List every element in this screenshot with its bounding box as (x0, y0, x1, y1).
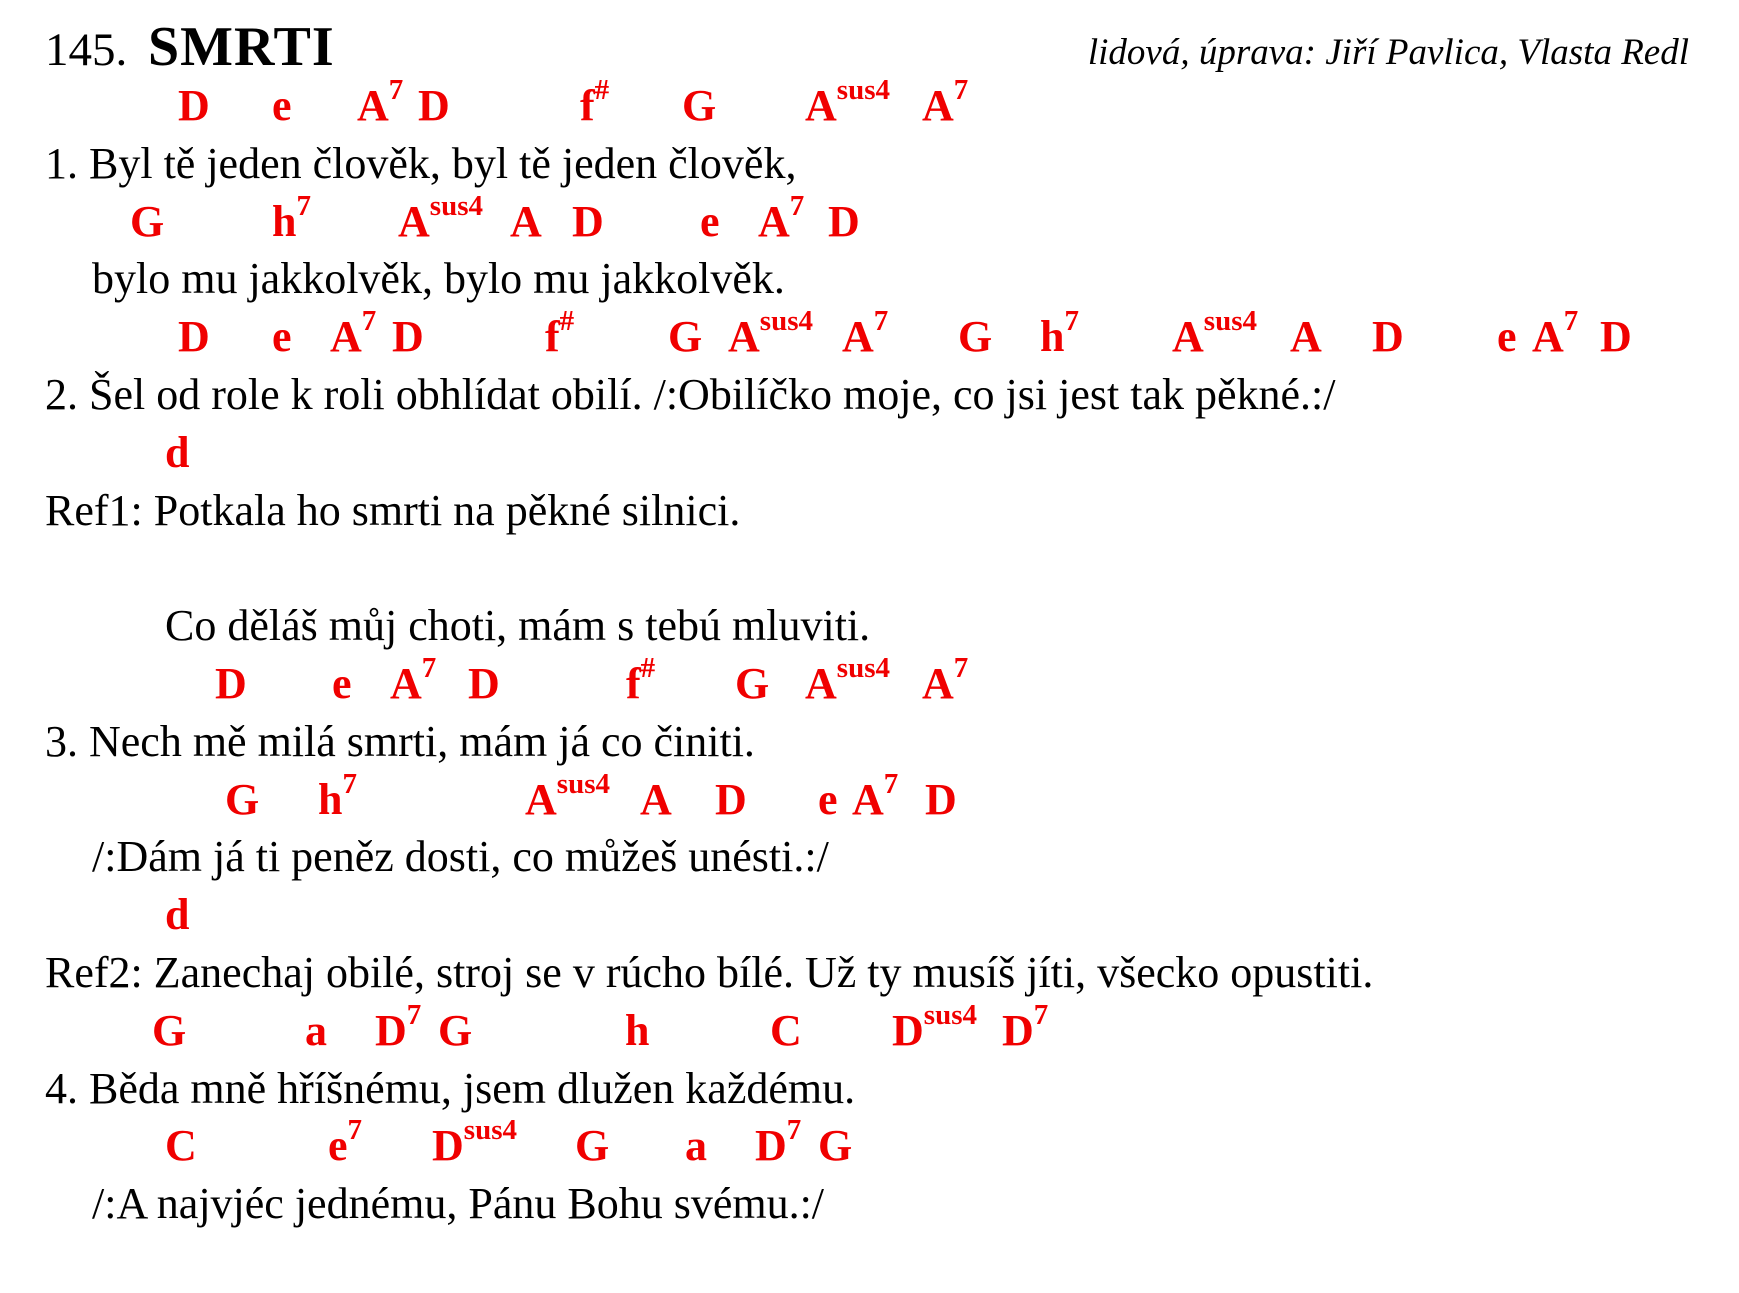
chord-root: A (510, 196, 542, 246)
chord-root: a (305, 1005, 327, 1055)
chord-root: f (580, 81, 595, 130)
chord (305, 1003, 327, 1059)
chord (668, 309, 702, 365)
chord (1497, 309, 1517, 365)
chord (818, 1118, 852, 1174)
chord-root: e (272, 81, 292, 130)
chord-root: D (215, 659, 247, 708)
chord (958, 309, 992, 365)
chord (178, 78, 210, 134)
chord-extension: 7 (953, 74, 969, 106)
chord-root: A (852, 774, 884, 824)
chord-root: h (272, 196, 297, 246)
chord (438, 1003, 472, 1059)
chord-root: f (626, 659, 641, 708)
chord-root: G (735, 659, 770, 708)
chord-extension: 7 (406, 998, 422, 1031)
chord (398, 189, 483, 250)
chord (922, 74, 969, 134)
chord (852, 767, 899, 828)
chord (318, 767, 357, 828)
chord-root: e (700, 196, 720, 246)
chord-extension: 7 (347, 1114, 363, 1147)
chord-root: G (682, 81, 717, 130)
chord-root: e (1497, 312, 1517, 362)
chord-root: D (178, 312, 210, 362)
chord-root: h (318, 774, 343, 824)
chord-root: d (165, 427, 190, 477)
chord-root: A (842, 312, 874, 362)
chord (545, 305, 575, 365)
chord-extension: 7 (1033, 998, 1049, 1031)
chord-extension: 7 (1064, 305, 1079, 338)
chord-root: A (922, 81, 954, 130)
lyric-line: bylo mu jakkolvěk, bylo mu jakkolvěk. (92, 254, 785, 304)
chord-root: A (922, 659, 954, 708)
chord-root: D (1372, 312, 1404, 362)
chord-root: A (805, 81, 837, 130)
chord-root: h (625, 1005, 650, 1055)
chord-extension: sus4 (556, 767, 610, 800)
chord (685, 1118, 707, 1174)
chord-root: C (770, 1005, 802, 1055)
chord (1040, 305, 1079, 365)
chord (715, 772, 747, 828)
chord-extension: sus4 (1203, 305, 1257, 338)
chord-root: D (375, 1005, 407, 1055)
chord-root: G (152, 1005, 187, 1055)
chord (842, 305, 889, 365)
chord (432, 1114, 517, 1174)
chord-extension: sus4 (836, 74, 890, 106)
song-credit: lidová, úprava: Jiří Pavlica, Vlasta Redl (1087, 32, 1689, 73)
chord-extension: 7 (789, 189, 805, 222)
chord-extension: 7 (883, 767, 899, 800)
lyric-line: Co děláš můj choti, mám s tebú mluviti. (165, 601, 871, 651)
chord-extension: 7 (421, 652, 437, 684)
chord-extension: 7 (342, 767, 357, 800)
song-number: 145. (45, 24, 128, 76)
chord (640, 772, 672, 828)
chord (1372, 309, 1404, 365)
chord (418, 78, 450, 134)
chord (178, 309, 210, 365)
chord-root: D (572, 196, 604, 246)
chord (357, 74, 404, 134)
chord (700, 194, 720, 250)
chord-root: D (755, 1121, 787, 1171)
chord (392, 309, 424, 365)
chord-extension: sus4 (836, 652, 890, 684)
chord-root: A (390, 659, 422, 708)
chord-root: D (828, 196, 860, 246)
lyric-line: 4. Běda mně hříšnému, jsem dlužen každému. (45, 1063, 856, 1113)
chord-root: A (805, 659, 837, 708)
lyric-line: /:A najvjéc jednému, Pánu Bohu svému.:/ (92, 1179, 825, 1229)
lyric-line: /:Dám já ti peněz dosti, co můžeš unésti.:/ (92, 832, 829, 882)
chord-root: G (818, 1121, 853, 1171)
chord-root: D (925, 774, 957, 824)
chord (925, 772, 957, 828)
chord (1532, 305, 1579, 365)
chord-extension: # (559, 305, 575, 338)
chord (575, 1118, 609, 1174)
chord-extension: 7 (953, 652, 969, 684)
chord (328, 1114, 363, 1174)
chord (818, 772, 838, 828)
chord (758, 189, 805, 250)
chord (755, 1114, 802, 1174)
chord-root: G (668, 312, 703, 362)
chord (165, 1118, 197, 1174)
chord-extension: 7 (296, 189, 311, 222)
chord (892, 998, 977, 1059)
chord-extension: sus4 (759, 305, 813, 338)
chord-root: A (525, 774, 557, 824)
chord (215, 656, 247, 712)
chord-root: G (575, 1121, 610, 1171)
chord-extension: 7 (1563, 305, 1579, 338)
chord-root: e (332, 659, 352, 708)
chord (525, 767, 610, 828)
chord-root: e (818, 774, 838, 824)
chord-root: D (892, 1005, 924, 1055)
chord-root: A (640, 774, 672, 824)
chord (225, 772, 259, 828)
chord-root: a (685, 1121, 707, 1171)
chord-root: D (392, 312, 424, 362)
chord (390, 652, 437, 712)
chord-root: G (438, 1005, 473, 1055)
chord-root: d (165, 890, 190, 940)
chord-root: A (330, 312, 362, 362)
chord (272, 309, 292, 365)
chord-root: D (432, 1121, 464, 1171)
chord (770, 1003, 802, 1059)
chord-root: G (958, 312, 993, 362)
lyric-line: Ref1: Potkala ho smrti na pěkné silnici. (45, 485, 741, 535)
chord-extension: 7 (786, 1114, 802, 1147)
chord-extension: sus4 (429, 189, 483, 222)
lyric-line: Ref2: Zanechaj obilé, stroj se v rúcho bílé. Už ty musíš jíti, všecko opustiti. (45, 948, 1374, 997)
chord (572, 194, 604, 250)
chord-root: C (165, 1121, 197, 1171)
chord-root: A (1532, 312, 1564, 362)
chord-root: h (1040, 312, 1065, 362)
chord (330, 305, 377, 365)
chord-root: D (178, 81, 210, 130)
lyric-line: 2. Šel od role k roli obhlídat obilí. /:Obilíčko moje, co jsi jest tak pěkné.:/ (45, 370, 1336, 419)
chord (272, 78, 292, 134)
chord (805, 652, 890, 712)
chord-root: A (398, 196, 430, 246)
chord (510, 194, 542, 250)
chord-root: D (715, 774, 747, 824)
chord (580, 74, 610, 134)
chord (1600, 309, 1632, 365)
chord (165, 425, 189, 481)
chord (805, 74, 890, 134)
lyric-line: 1. Byl tě jeden člověk, byl tě jeden člověk, (45, 138, 797, 188)
chord (828, 194, 860, 250)
chord-root: A (1172, 312, 1204, 362)
chord (1002, 998, 1049, 1059)
chord-root: A (728, 312, 760, 362)
chord-extension: # (594, 74, 610, 106)
chord-root: D (418, 81, 450, 130)
chord (625, 1003, 649, 1059)
chord (1290, 309, 1322, 365)
chord-root: G (225, 774, 260, 824)
chord-root: A (758, 196, 790, 246)
chord-root: A (357, 81, 389, 130)
chord (626, 652, 656, 712)
chord (130, 194, 164, 250)
chord-root: e (328, 1121, 348, 1171)
chord (922, 652, 969, 712)
chord (152, 1003, 186, 1059)
chord-extension: 7 (873, 305, 889, 338)
chord-root: e (272, 312, 292, 362)
chord-extension: sus4 (923, 998, 977, 1031)
chord-root: D (1002, 1005, 1034, 1055)
chord (682, 78, 716, 134)
chord-extension: # (640, 652, 656, 684)
chord-root: A (1290, 312, 1322, 362)
chord (728, 305, 813, 365)
chord-root: f (545, 312, 560, 362)
chord-root: G (130, 196, 165, 246)
lyric-line: 3. Nech mě milá smrti, mám já co činiti. (45, 716, 755, 766)
chord-root: D (1600, 312, 1632, 362)
chord-extension: 7 (361, 305, 377, 338)
chord (165, 887, 189, 943)
chord (468, 656, 500, 712)
chord-root: D (468, 659, 500, 708)
chord (332, 656, 352, 712)
chord (735, 656, 769, 712)
chord-extension: 7 (388, 74, 404, 106)
chord-extension: sus4 (463, 1114, 517, 1147)
chord (375, 998, 422, 1059)
chord (1172, 305, 1257, 365)
song-title: SMRTI (148, 16, 335, 78)
chord (272, 189, 311, 250)
